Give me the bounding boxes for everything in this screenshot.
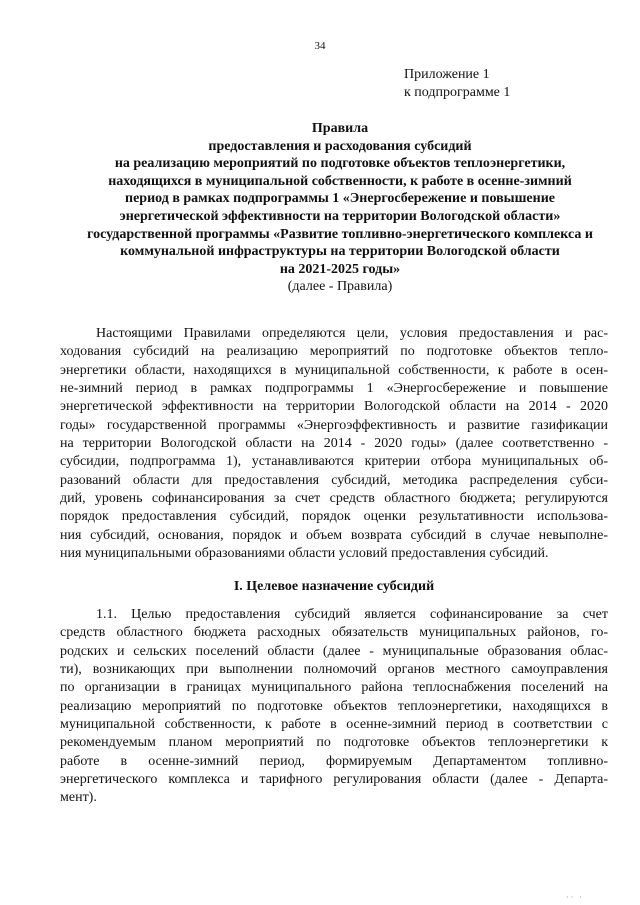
paragraph-line: годы» государственной программы «Энергоэффективность и развитие газификации: [60, 417, 608, 433]
page-number: 34: [314, 40, 326, 52]
title-line: предоставления и расходования субсидий: [208, 138, 472, 154]
appendix-line-2: к подпрограмме 1: [404, 85, 511, 100]
title-line: энергетической эффективности на территории Вологодской области»: [119, 208, 561, 224]
paragraph-line: не-зимний период в рамках подпрограммы 1 «Энергосбережение и повышение: [60, 381, 608, 397]
title-heading: Правила: [311, 121, 369, 136]
title-line: на реализацию мероприятий по подготовке объектов теплоэнергетики,: [114, 156, 566, 172]
paragraph-line: энергетической эффективности на территории Вологодской области на 2014 - 2020: [60, 399, 608, 415]
paragraph-line: муниципальной собственности, к работе в осенне-зимний период в соответствии с: [60, 717, 608, 733]
paragraph-line: мент).: [60, 790, 97, 806]
paragraph-line: ти), возникающих при выполнении полномочий органов местного самоуправления: [60, 662, 608, 678]
title-line: находящихся в муниципальной собственности, к работе в осенне-зимний: [108, 173, 572, 189]
paragraph-line: средств областного бюджета расходных обязательств муниципальных районов, го-: [60, 625, 608, 641]
paragraph-line: Настоящими Правилами определяются цели, условия предоставления и рас-: [96, 326, 608, 341]
section1-paragraph: [60, 606, 608, 808]
title-line: государственной программы «Развитие топливно-энергетического комплекса и: [87, 226, 593, 242]
paragraph-line: на территории Вологодской области на 2014 - 2020 годы» (далее соответственно -: [60, 436, 608, 452]
paragraph-line: разований области для предоставления субсидий, методика распределения субси-: [60, 472, 608, 488]
paragraph-line: ния субсидий, основания, порядок и объем возврата субсидий в случае невыполне-: [60, 527, 608, 543]
paragraph-line: работе в осенне-зимний период, формируемым Департаментом топливно-: [60, 753, 608, 769]
scan-marks: ·· ·: [566, 893, 584, 902]
paragraph-line: дий, уровень софинансирования за счет средств областного бюджета; регулируются: [60, 491, 608, 507]
paragraph-line: энергетического комплекса и тарифного регулирования области (далее - Департа-: [60, 772, 608, 788]
paragraph-line: ходования субсидий на реализацию мероприятий по подготовке объектов тепло-: [60, 344, 608, 360]
paragraph-line: 1.1. Целью предоставления субсидий является софинансирование за счет: [96, 607, 608, 622]
paragraph-line: рекомендуемым планом мероприятий по подготовке объектов теплоэнергетики к: [60, 735, 608, 751]
paragraph-line: энергетики области, находящихся в муниципальной собственности, к работе в осен-: [60, 362, 608, 378]
appendix-line-1: Приложение 1: [404, 67, 490, 82]
section-heading: I. Целевое назначение субсидий: [233, 579, 435, 594]
document-title: [60, 120, 620, 296]
title-line: период в рамках подпрограммы 1 «Энергосбережение и повышение: [125, 191, 555, 207]
title-line: на 2021-2025 годы»: [279, 261, 401, 277]
paragraph-line: родских и сельских поселений области (далее - муниципальные образования облас-: [60, 643, 608, 659]
paragraph-line: по организации в границах муниципального района теплоснабжения поселений на: [60, 680, 608, 696]
title-line: коммунальной инфраструктуры на территории Вологодской области: [120, 244, 560, 260]
intro-paragraph: [60, 325, 608, 563]
appendix-reference: [404, 66, 510, 102]
paragraph-line: субсидии, подпрограмма 1), устанавливаются критерии отбора муниципальных об-: [60, 454, 608, 470]
title-note: (далее - Правила): [287, 279, 393, 295]
paragraph-line: порядок предоставления субсидий, порядок оценки результативности использова-: [60, 509, 608, 525]
paragraph-line: ния муниципальными образованиями области условий предоставления субсидий.: [60, 546, 549, 562]
paragraph-line: реализацию мероприятий по подготовке объектов теплоэнергетики, находящихся в: [60, 698, 608, 714]
